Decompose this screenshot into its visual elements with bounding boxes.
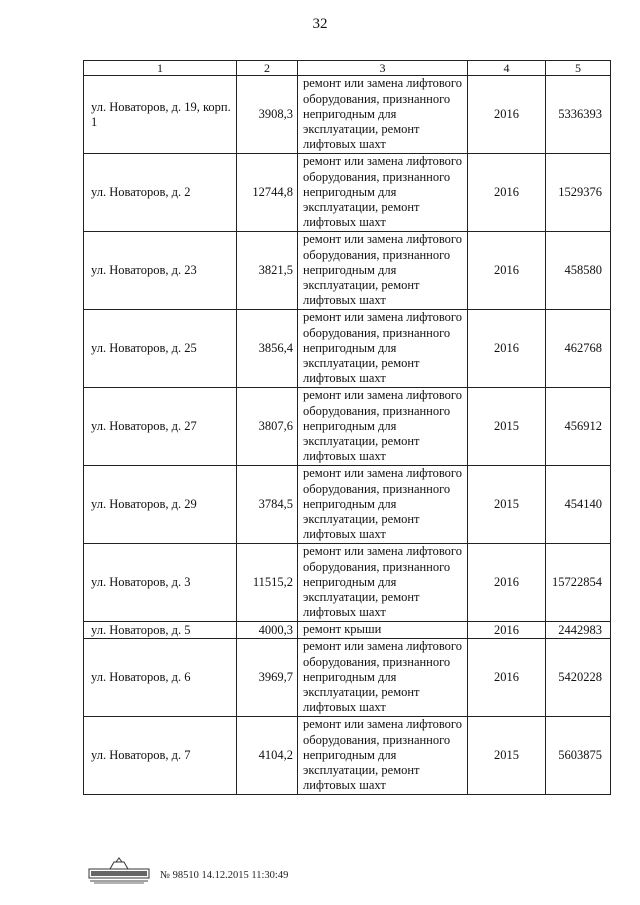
table-row [84,76,611,154]
table-row [84,717,611,795]
cost-cell: 1529376 [546,154,611,232]
table-row [84,639,611,717]
area-cell: 11515,2 [237,544,298,622]
address-cell: ул. Новаторов, д. 23 [84,232,237,310]
work-description-cell: ремонт или замена лифтового оборудования, признанного непригодным для эксплуатации, ремонт лифтовых шахт [298,544,468,622]
cost-cell: 15722854 [546,544,611,622]
table-row [84,232,611,310]
year-cell: 2016 [468,639,546,717]
address-cell: ул. Новаторов, д. 27 [84,388,237,466]
table-row [84,466,611,544]
column-header: 3 [298,61,468,76]
cost-cell: 5603875 [546,717,611,795]
area-cell: 12744,8 [237,154,298,232]
address-cell: ул. Новаторов, д. 2 [84,154,237,232]
work-description-cell: ремонт или замена лифтового оборудования, признанного непригодным для эксплуатации, ремонт лифтовых шахт [298,76,468,154]
area-cell: 3821,5 [237,232,298,310]
address-cell: ул. Новаторов, д. 25 [84,310,237,388]
area-cell: 3969,7 [237,639,298,717]
work-description-cell: ремонт или замена лифтового оборудования, признанного непригодным для эксплуатации, ремонт лифтовых шахт [298,466,468,544]
work-description-cell: ремонт или замена лифтового оборудования, признанного непригодным для эксплуатации, ремонт лифтовых шахт [298,388,468,466]
work-description-cell: ремонт или замена лифтового оборудования, признанного непригодным для эксплуатации, ремонт лифтовых шахт [298,310,468,388]
work-description-cell: ремонт или замена лифтового оборудования, признанного непригодным для эксплуатации, ремонт лифтовых шахт [298,639,468,717]
year-cell: 2016 [468,310,546,388]
address-cell: ул. Новаторов, д. 19, корп. 1 [84,76,237,154]
cost-cell: 2442983 [546,622,611,639]
address-cell: ул. Новаторов, д. 6 [84,639,237,717]
table-body [84,61,611,795]
year-cell: 2016 [468,232,546,310]
area-cell: 3807,6 [237,388,298,466]
footer-stamp [88,857,288,885]
cost-cell: 454140 [546,466,611,544]
address-cell: ул. Новаторов, д. 7 [84,717,237,795]
work-description-cell: ремонт или замена лифтового оборудования, признанного непригодным для эксплуатации, ремонт лифтовых шахт [298,154,468,232]
stamp-text: № 98510 14.12.2015 11:30:49 [160,870,289,881]
work-description-cell: ремонт или замена лифтового оборудования, признанного непригодным для эксплуатации, ремонт лифтовых шахт [298,717,468,795]
year-cell: 2016 [468,76,546,154]
column-header: 1 [84,61,237,76]
repair-schedule-table [83,60,611,795]
header-row [84,61,611,76]
year-cell: 2016 [468,544,546,622]
address-cell: ул. Новаторов, д. 29 [84,466,237,544]
year-cell: 2015 [468,717,546,795]
year-cell: 2015 [468,466,546,544]
table-row [84,388,611,466]
area-cell: 4000,3 [237,622,298,639]
table-row [84,622,611,639]
column-header: 2 [237,61,298,76]
address-cell: ул. Новаторов, д. 5 [84,622,237,639]
table-row [84,544,611,622]
area-cell: 4104,2 [237,717,298,795]
year-cell: 2015 [468,388,546,466]
column-header: 4 [468,61,546,76]
cost-cell: 5336393 [546,76,611,154]
year-cell: 2016 [468,622,546,639]
area-cell: 3908,3 [237,76,298,154]
area-cell: 3784,5 [237,466,298,544]
cost-cell: 456912 [546,388,611,466]
work-description-cell: ремонт или замена лифтового оборудования, признанного непригодным для эксплуатации, ремонт лифтовых шахт [298,232,468,310]
table-row [84,310,611,388]
area-cell: 3856,4 [237,310,298,388]
column-header: 5 [546,61,611,76]
page-number: 32 [312,16,328,32]
cost-cell: 462768 [546,310,611,388]
cost-cell: 5420228 [546,639,611,717]
table-row [84,154,611,232]
address-cell: ул. Новаторов, д. 3 [84,544,237,622]
registry-stamp-icon [88,857,150,885]
year-cell: 2016 [468,154,546,232]
work-description-cell: ремонт крыши [298,622,468,639]
cost-cell: 458580 [546,232,611,310]
